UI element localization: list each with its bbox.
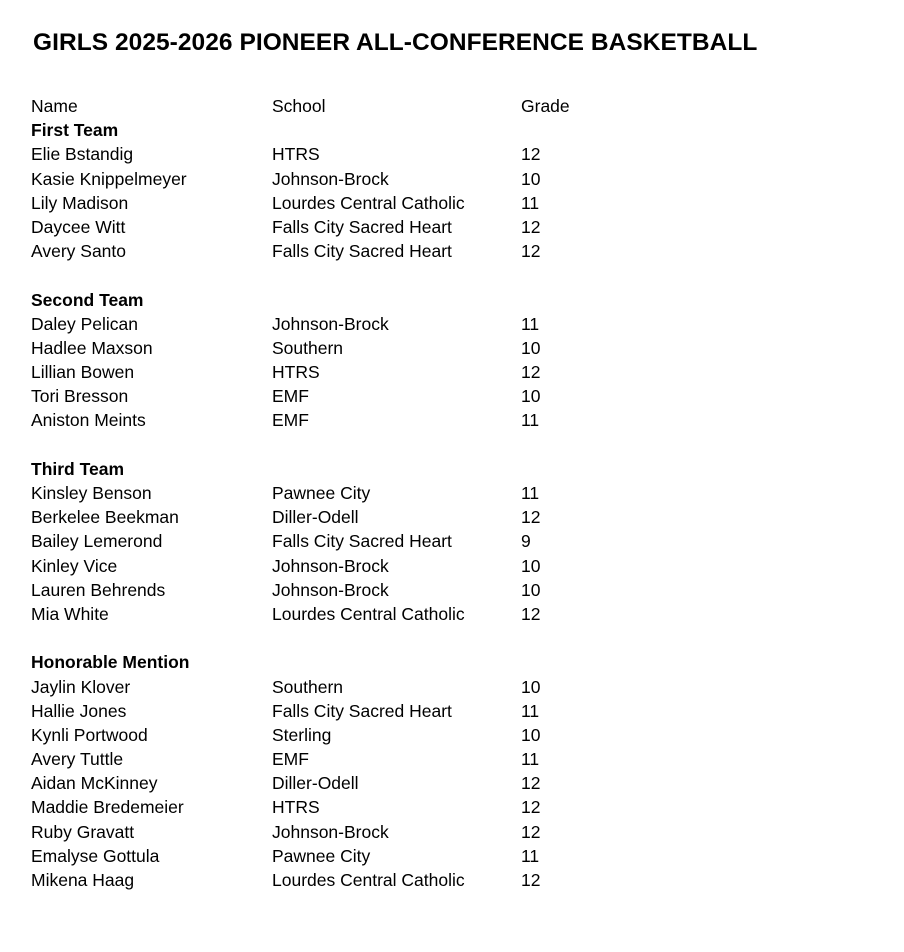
player-school: Diller-Odell bbox=[272, 773, 359, 794]
player-name: Mia White bbox=[31, 603, 109, 624]
player-row bbox=[31, 844, 871, 868]
player-school: Johnson-Brock bbox=[272, 579, 389, 600]
column-header-grade: Grade bbox=[521, 96, 570, 116]
team-section bbox=[31, 457, 871, 626]
player-row bbox=[31, 529, 871, 553]
player-grade: 12 bbox=[521, 144, 541, 165]
player-grade: 12 bbox=[521, 821, 541, 842]
player-school: Pawnee City bbox=[272, 483, 371, 503]
player-row bbox=[31, 191, 871, 215]
player-school: Lourdes Central Catholic bbox=[272, 192, 465, 213]
player-name: Mikena Haag bbox=[31, 870, 135, 890]
player-row bbox=[31, 578, 871, 602]
player-school: Johnson-Brock bbox=[272, 821, 389, 842]
player-name: Lily Madison bbox=[31, 192, 129, 213]
team-sections bbox=[31, 118, 871, 892]
player-row bbox=[31, 602, 871, 626]
player-row bbox=[31, 771, 871, 795]
player-school: HTRS bbox=[272, 797, 320, 818]
player-grade: 10 bbox=[521, 579, 541, 600]
player-name: Daycee Witt bbox=[31, 216, 126, 237]
player-school: EMF bbox=[272, 749, 309, 770]
player-grade: 10 bbox=[521, 676, 541, 697]
player-row bbox=[31, 820, 871, 844]
player-row bbox=[31, 675, 871, 699]
player-row bbox=[31, 239, 871, 263]
player-school: Johnson-Brock bbox=[272, 313, 389, 334]
player-name: Aidan McKinney bbox=[31, 773, 158, 794]
player-grade: 11 bbox=[521, 483, 540, 503]
player-school: Falls City Sacred Heart bbox=[272, 216, 452, 237]
player-name: Berkelee Beekman bbox=[31, 507, 179, 528]
player-name: Avery Tuttle bbox=[31, 749, 124, 770]
player-school: Sterling bbox=[272, 724, 332, 745]
player-grade: 12 bbox=[521, 773, 541, 794]
player-name: Jaylin Klover bbox=[31, 676, 131, 697]
player-row bbox=[31, 795, 871, 819]
column-header-school: School bbox=[272, 96, 326, 116]
player-row bbox=[31, 167, 871, 191]
player-row bbox=[31, 142, 871, 166]
player-name: Avery Santo bbox=[31, 241, 127, 262]
player-row bbox=[31, 312, 871, 336]
section-spacer bbox=[31, 433, 871, 457]
section-heading: First Team bbox=[31, 120, 119, 141]
player-grade: 10 bbox=[521, 555, 541, 576]
player-name: Daley Pelican bbox=[31, 313, 138, 334]
player-name: Bailey Lemerond bbox=[31, 531, 163, 552]
section-spacer bbox=[31, 626, 871, 650]
player-name: Kinley Vice bbox=[31, 555, 118, 576]
player-name: Elie Bstandig bbox=[31, 144, 134, 165]
player-grade: 12 bbox=[521, 507, 541, 528]
player-grade: 11 bbox=[521, 192, 540, 213]
document-title: GIRLS 2025-2026 PIONEER ALL-CONFERENCE BASKETBALL bbox=[33, 29, 758, 56]
player-row bbox=[31, 336, 871, 360]
player-row bbox=[31, 384, 871, 408]
roster-table bbox=[31, 94, 871, 892]
player-grade: 12 bbox=[521, 216, 541, 237]
player-row bbox=[31, 554, 871, 578]
team-section bbox=[31, 118, 871, 263]
player-school: Falls City Sacred Heart bbox=[272, 531, 452, 552]
section-heading: Third Team bbox=[31, 458, 125, 479]
player-grade: 12 bbox=[521, 797, 541, 818]
player-school: Southern bbox=[272, 337, 344, 358]
player-school: HTRS bbox=[272, 362, 320, 383]
player-grade: 10 bbox=[521, 724, 541, 745]
team-section bbox=[31, 650, 871, 892]
player-school: Johnson-Brock bbox=[272, 555, 389, 576]
player-grade: 12 bbox=[521, 362, 541, 383]
player-grade: 9 bbox=[521, 531, 531, 552]
player-school: Johnson-Brock bbox=[272, 168, 389, 189]
player-school: Falls City Sacred Heart bbox=[272, 241, 452, 262]
player-name: Lillian Bowen bbox=[31, 362, 135, 383]
player-name: Lauren Behrends bbox=[31, 579, 166, 600]
player-name: Hallie Jones bbox=[31, 700, 127, 721]
player-row bbox=[31, 505, 871, 529]
column-header-name: Name bbox=[31, 96, 78, 116]
player-school: EMF bbox=[272, 410, 309, 431]
player-school: Pawnee City bbox=[272, 845, 371, 866]
player-name: Aniston Meints bbox=[31, 410, 146, 431]
player-name: Tori Bresson bbox=[31, 386, 129, 407]
player-name: Kasie Knippelmeyer bbox=[31, 168, 187, 189]
section-heading: Second Team bbox=[31, 289, 144, 310]
player-row bbox=[31, 868, 871, 892]
player-school: EMF bbox=[272, 386, 309, 407]
section-heading: Honorable Mention bbox=[31, 652, 190, 673]
player-grade: 11 bbox=[521, 845, 540, 866]
player-name: Hadlee Maxson bbox=[31, 337, 153, 358]
player-grade: 11 bbox=[521, 749, 540, 770]
player-row bbox=[31, 408, 871, 432]
player-grade: 11 bbox=[521, 313, 540, 334]
player-name: Kinsley Benson bbox=[31, 483, 152, 503]
column-header-row bbox=[31, 94, 871, 118]
player-row bbox=[31, 215, 871, 239]
player-name: Kynli Portwood bbox=[31, 724, 148, 745]
player-grade: 11 bbox=[521, 410, 540, 431]
player-school: Lourdes Central Catholic bbox=[272, 870, 465, 890]
player-grade: 10 bbox=[521, 337, 541, 358]
player-school: Lourdes Central Catholic bbox=[272, 603, 465, 624]
section-spacer bbox=[31, 263, 871, 287]
player-school: Diller-Odell bbox=[272, 507, 359, 528]
team-section bbox=[31, 288, 871, 433]
player-name: Maddie Bredemeier bbox=[31, 797, 184, 818]
player-grade: 10 bbox=[521, 386, 541, 407]
player-name: Emalyse Gottula bbox=[31, 845, 160, 866]
player-grade: 12 bbox=[521, 870, 541, 890]
player-grade: 11 bbox=[521, 700, 540, 721]
player-grade: 10 bbox=[521, 168, 541, 189]
player-grade: 12 bbox=[521, 603, 541, 624]
player-row bbox=[31, 360, 871, 384]
player-row bbox=[31, 723, 871, 747]
player-name: Ruby Gravatt bbox=[31, 821, 135, 842]
player-row bbox=[31, 699, 871, 723]
player-row bbox=[31, 481, 871, 505]
player-school: Falls City Sacred Heart bbox=[272, 700, 452, 721]
player-school: HTRS bbox=[272, 144, 320, 165]
player-grade: 12 bbox=[521, 241, 541, 262]
player-row bbox=[31, 747, 871, 771]
player-school: Southern bbox=[272, 676, 344, 697]
